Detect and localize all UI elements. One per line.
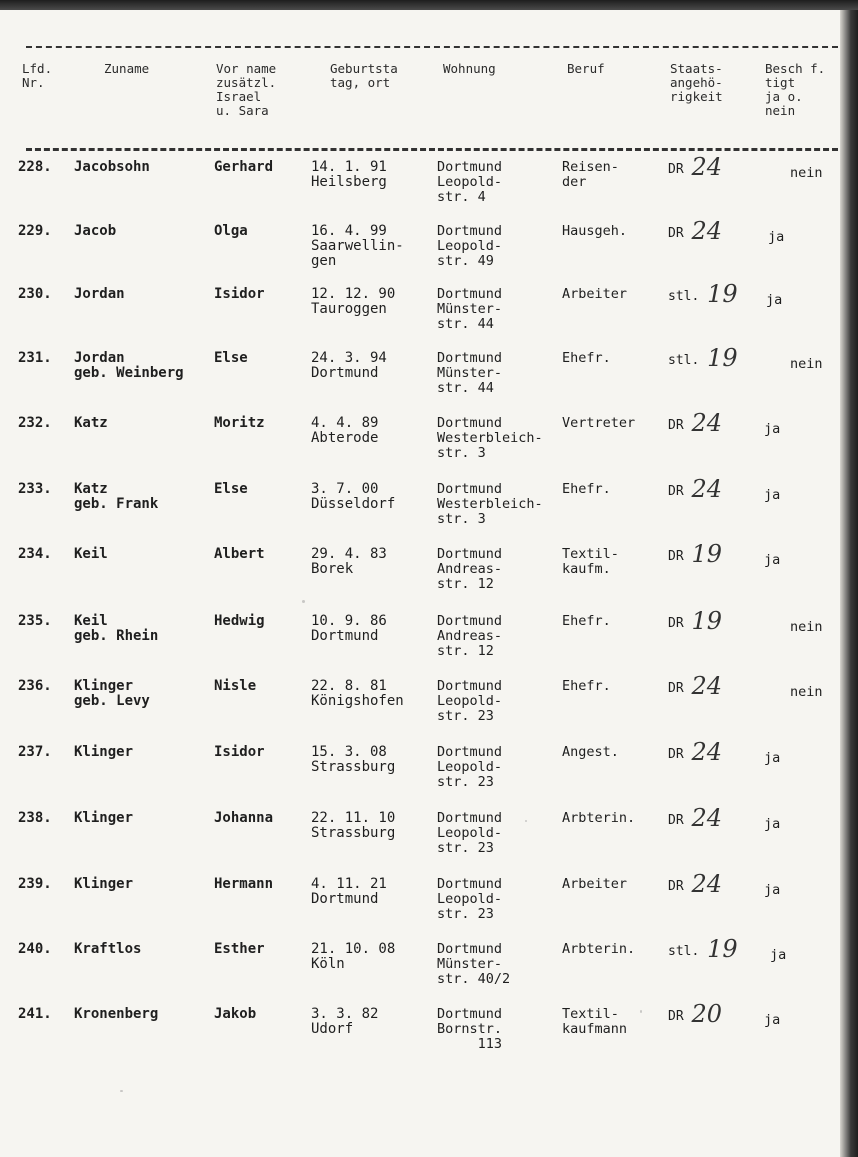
address: Dortmund Westerbleich- str. 3 (437, 481, 543, 527)
row-number: 239. (18, 876, 52, 892)
surname: Keil geb. Rhein (74, 613, 159, 644)
row-number: 228. (18, 159, 52, 175)
address: Dortmund Westerbleich- str. 3 (437, 415, 543, 461)
table-row (0, 217, 840, 286)
birth-date-place: 24. 3. 94 Dortmund (311, 350, 387, 381)
row-number: 231. (18, 350, 52, 366)
occupation: Ehefr. (562, 481, 611, 497)
nationality (668, 672, 723, 700)
surname: Keil (74, 546, 108, 562)
first-name: Isidor (214, 286, 265, 302)
table-row (0, 1000, 840, 1069)
handwritten-number: 24 (691, 475, 723, 503)
first-name: Else (214, 350, 248, 366)
surname: Jacobsohn (74, 159, 150, 175)
table-row (0, 738, 840, 807)
first-name: Albert (214, 546, 265, 562)
header-no: Lfd. Nr. (22, 61, 53, 90)
handwritten-number: 19 (707, 935, 738, 963)
handwritten-number: 19 (707, 344, 738, 372)
row-number: 237. (18, 744, 52, 760)
birth-date-place: 22. 8. 81 Königshofen (311, 678, 404, 709)
employed: ja (766, 292, 783, 308)
first-name: Else (214, 481, 248, 497)
row-number: 240. (18, 941, 52, 957)
address: Dortmund Andreas- str. 12 (437, 546, 503, 592)
occupation: Arbterin. (562, 941, 636, 957)
employed: nein (790, 165, 823, 181)
nationality-code: stl. (668, 289, 700, 304)
address: Dortmund Leopold- str. 4 (437, 159, 503, 205)
birth-date-place: 4. 4. 89 Abterode (311, 415, 379, 446)
nationality-code: DR (668, 616, 684, 631)
nationality-code: DR (668, 418, 684, 433)
occupation: Arbeiter (562, 286, 628, 302)
occupation: Hausgeh. (562, 223, 628, 239)
birth-date-place: 3. 7. 00 Düsseldorf (311, 481, 396, 512)
row-number: 230. (18, 286, 52, 302)
employed: ja (770, 947, 787, 963)
nationality (668, 153, 723, 181)
occupation: Reisen- der (562, 159, 619, 190)
occupation: Ehefr. (562, 350, 611, 366)
nationality (668, 344, 738, 372)
birth-date-place: 3. 3. 82 Udorf (311, 1006, 379, 1037)
table-row (0, 409, 840, 478)
nationality-code: DR (668, 549, 684, 564)
address: Dortmund Münster- str. 44 (437, 286, 503, 332)
address: Dortmund Leopold- str. 23 (437, 876, 503, 922)
table-row (0, 607, 840, 676)
nationality-code: stl. (668, 944, 700, 959)
table-row (0, 475, 840, 544)
first-name: Hedwig (214, 613, 265, 629)
surname: Katz (74, 415, 108, 431)
employed: ja (764, 816, 781, 832)
row-number: 235. (18, 613, 52, 629)
handwritten-number: 24 (691, 409, 723, 437)
birth-date-place: 15. 3. 08 Strassburg (311, 744, 396, 775)
header-occupation: Beruf (567, 61, 605, 76)
employed: nein (790, 356, 823, 372)
nationality (668, 540, 723, 568)
header-rule (26, 148, 838, 151)
address: Dortmund Leopold- str. 23 (437, 810, 503, 856)
table-row (0, 153, 840, 222)
address: Dortmund Bornstr. 113 (437, 1006, 503, 1052)
handwritten-number: 24 (691, 804, 723, 832)
first-name: Esther (214, 941, 265, 957)
handwritten-number: 24 (691, 217, 723, 245)
first-name: Hermann (214, 876, 274, 892)
scan-edge (840, 0, 858, 1157)
employed: nein (790, 684, 823, 700)
header-employed: Besch f. tigt ja o. nein (765, 61, 826, 118)
birth-date-place: 22. 11. 10 Strassburg (311, 810, 396, 841)
birth-date-place: 14. 1. 91 Heilsberg (311, 159, 387, 190)
handwritten-number: 24 (691, 672, 723, 700)
occupation: Textil- kaufm. (562, 546, 619, 577)
surname: Jordan (74, 286, 125, 302)
nationality (668, 738, 723, 766)
nationality-code: DR (668, 747, 684, 762)
birth-date-place: 29. 4. 83 Borek (311, 546, 387, 577)
first-name: Olga (214, 223, 248, 239)
header-address: Wohnung (443, 61, 496, 76)
table-row (0, 935, 840, 1004)
employed: ja (764, 487, 781, 503)
row-number: 238. (18, 810, 52, 826)
nationality-code: DR (668, 1009, 684, 1024)
nationality-code: stl. (668, 353, 700, 368)
birth-date-place: 12. 12. 90 Tauroggen (311, 286, 396, 317)
employed: ja (768, 229, 785, 245)
nationality-code: DR (668, 484, 684, 499)
employed: ja (764, 421, 781, 437)
employed: ja (764, 882, 781, 898)
handwritten-number: 19 (707, 280, 738, 308)
first-name: Jakob (214, 1006, 257, 1022)
header-birth: Geburtsta tag, ort (330, 61, 398, 90)
first-name: Johanna (214, 810, 274, 826)
table-row (0, 540, 840, 609)
surname: Klinger (74, 744, 134, 760)
occupation: Arbterin. (562, 810, 636, 826)
employed: ja (764, 552, 781, 568)
first-name: Isidor (214, 744, 265, 760)
nationality-code: DR (668, 681, 684, 696)
top-rule (26, 46, 838, 48)
row-number: 229. (18, 223, 52, 239)
row-number: 234. (18, 546, 52, 562)
handwritten-number: 24 (691, 870, 723, 898)
nationality (668, 217, 723, 245)
handwritten-number: 19 (691, 607, 723, 635)
surname: Jordan geb. Weinberg (74, 350, 184, 381)
table-row (0, 280, 840, 349)
nationality-code: DR (668, 879, 684, 894)
birth-date-place: 10. 9. 86 Dortmund (311, 613, 387, 644)
birth-date-place: 16. 4. 99 Saarwellin- gen (311, 223, 404, 269)
surname: Klinger geb. Levy (74, 678, 150, 709)
nationality (668, 804, 723, 832)
birth-date-place: 4. 11. 21 Dortmund (311, 876, 387, 907)
row-number: 232. (18, 415, 52, 431)
surname: Kraftlos (74, 941, 142, 957)
surname: Klinger (74, 876, 134, 892)
address: Dortmund Leopold- str. 23 (437, 678, 503, 724)
employed: ja (764, 1012, 781, 1028)
address: Dortmund Münster- str. 40/2 (437, 941, 511, 987)
row-number: 233. (18, 481, 52, 497)
address: Dortmund Münster- str. 44 (437, 350, 503, 396)
surname: Jacob (74, 223, 117, 239)
nationality (668, 409, 723, 437)
nationality-code: DR (668, 226, 684, 241)
row-number: 236. (18, 678, 52, 694)
first-name: Moritz (214, 415, 265, 431)
nationality (668, 1000, 723, 1028)
table-row (0, 672, 840, 741)
row-number: 241. (18, 1006, 52, 1022)
first-name: Gerhard (214, 159, 274, 175)
table-row (0, 870, 840, 939)
nationality (668, 280, 738, 308)
handwritten-number: 24 (691, 738, 723, 766)
occupation: Textil- kaufmann (562, 1006, 628, 1037)
surname: Katz geb. Frank (74, 481, 159, 512)
occupation: Angest. (562, 744, 619, 760)
table-row (0, 344, 840, 413)
address: Dortmund Andreas- str. 12 (437, 613, 503, 659)
scan-top-edge (0, 0, 858, 10)
occupation: Vertreter (562, 415, 636, 431)
address: Dortmund Leopold- str. 23 (437, 744, 503, 790)
nationality-code: DR (668, 813, 684, 828)
handwritten-number: 19 (691, 540, 723, 568)
handwritten-number: 24 (691, 153, 723, 181)
surname: Klinger (74, 810, 134, 826)
handwritten-number: 20 (691, 1000, 723, 1028)
occupation: Ehefr. (562, 613, 611, 629)
employed: ja (764, 750, 781, 766)
header-nationality: Staats- angehö- rigkeit (670, 61, 723, 104)
surname: Kronenberg (74, 1006, 159, 1022)
occupation: Ehefr. (562, 678, 611, 694)
employed: nein (790, 619, 823, 635)
table-row (0, 804, 840, 873)
first-name: Nisle (214, 678, 257, 694)
address: Dortmund Leopold- str. 49 (437, 223, 503, 269)
nationality (668, 475, 723, 503)
header-surname: Zuname (104, 61, 150, 76)
header-firstname: Vor name zusätzl. Israel u. Sara (216, 61, 277, 118)
nationality (668, 607, 723, 635)
nationality (668, 870, 723, 898)
nationality (668, 935, 738, 963)
birth-date-place: 21. 10. 08 Köln (311, 941, 396, 972)
occupation: Arbeiter (562, 876, 628, 892)
nationality-code: DR (668, 162, 684, 177)
